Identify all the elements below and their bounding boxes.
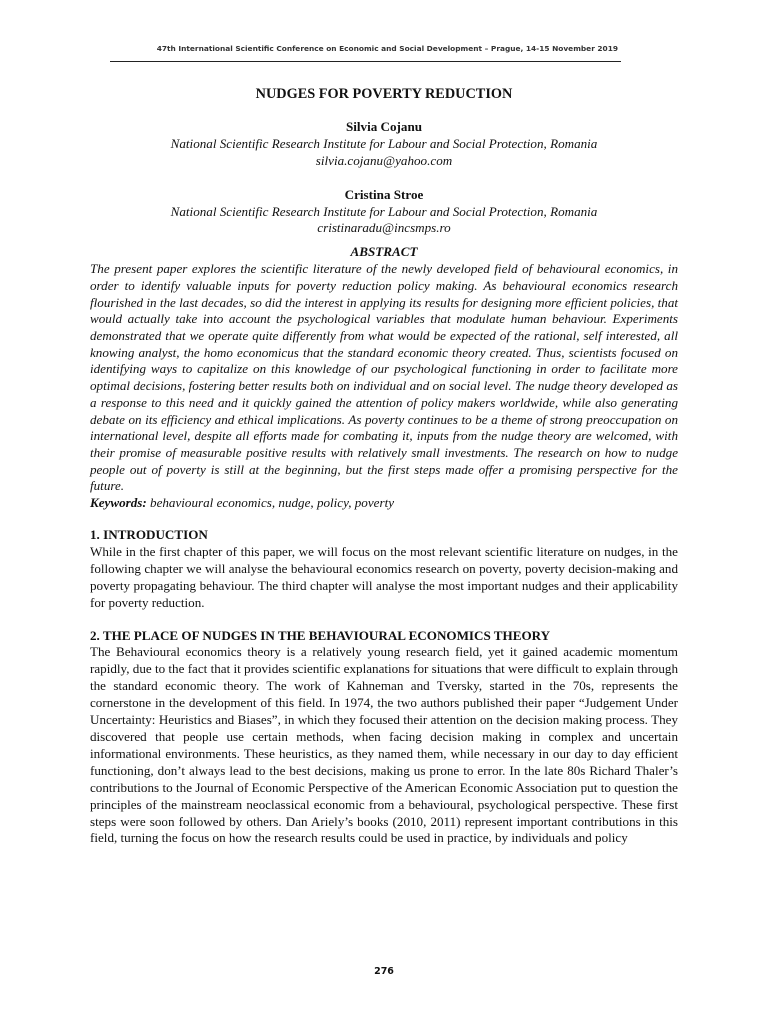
abstract-text: The present paper explores the scientific literature of the newly developed field of behavioural economics, in order to identify valuable inputs for poverty reduction policy making. As behavioural economics research flourished in the last decades, so did the interest in applying its results for designing more efficient policies, that would actually take into account the psychological variables that modulate human behaviour. Experiments demonstrated that we operate quite differently from what would be expected of the rational, self interested, all knowing analyst, the homo economicus that the standard economic theory created. Thus, scientists focused on identifying ways to capitalize on this knowledge of our psychological functioning in order to facilitate more optimal decisions, fostering better results both on individual and on social level. The nudge theory developed as a response to this need and it quickly gained the attention of policy makers worldwide, while also generating debate on its efficiency and ethical implications. As poverty continues to be a theme of strong preoccupation on international level, despite all efforts made for combating it, inputs from the nudge theory are welcomed, with their promise of measurable positive results with relatively small investments. The research on how to nudge people out of poverty is still at the beginning, but the first steps made offer a promising perspective for the future. — [90, 261, 678, 494]
author-name: Cristina Stroe — [344, 186, 424, 202]
author-block-1 — [90, 119, 678, 170]
header-rule — [110, 61, 621, 62]
running-header: 47th International Scientific Conference on Economic and Social Development – Prague, 14-15 November 2019 — [156, 44, 618, 53]
author-email: cristinaradu@incsmps.ro — [317, 220, 451, 236]
keywords-label: Keywords: — [90, 495, 147, 511]
abstract-heading: ABSTRACT — [350, 244, 418, 260]
author-block-2 — [90, 187, 678, 238]
section-heading: 1. INTRODUCTION — [90, 527, 208, 542]
page-content — [90, 86, 678, 847]
section-paragraph: The Behavioural economics theory is a relatively young research field, yet it gained academic momentum rapidly, due to the fact that it provides scientific explanations for situations that were difficult to explain through the standard economic theory. The work of Kahneman and Tversky, started in the 70s, represents the cornerstone in the development of this field. In 1974, the two authors published their paper “Judgement Under Uncertainty: Heuristics and Biases”, in which they focused their attention on the decision making process. They discovered that people use certain methods, when facing decision making in complex and uncertain informational environments. These heuristics, as they named them, while necessary in our day to day efficient functioning, don’t always lead to the best decisions, making us prone to error. In the late 80s Richard Thaler’s contributions to the Journal of Economic Perspective of the American Economic Association put to question the principles of the mainstream neoclassical economic from a behavioural, psychological perspective. These first steps were soon followed by others. Dan Ariely’s books (2010, 2011) represent important contributions in this field, turning the focus on how the research results could be used in practice, by individuals and policy — [90, 644, 678, 846]
keywords-text: behavioural economics, nudge, policy, poverty — [150, 495, 395, 511]
section-paragraph: While in the first chapter of this paper, we will focus on the most relevant scientific literature on nudges, in the following chapter we will analyse the behavioural economics research on poverty, poverty decision-making and poverty propagating behaviour. The third chapter will analyse the most important nudges and their applicability for poverty reduction. — [90, 543, 678, 610]
page-number: 276 — [374, 966, 394, 977]
keywords-line — [90, 495, 678, 512]
author-name: Silvia Cojanu — [345, 118, 423, 134]
paper-title: NUDGES FOR POVERTY REDUCTION — [255, 86, 513, 102]
author-affiliation: National Scientific Research Institute for Labour and Social Protection, Romania — [170, 135, 598, 151]
author-affiliation: National Scientific Research Institute for Labour and Social Protection, Romania — [170, 203, 598, 219]
section-heading: 2. THE PLACE OF NUDGES IN THE BEHAVIOURAL ECONOMICS THEORY — [90, 627, 551, 643]
author-email: silvia.cojanu@yahoo.com — [315, 152, 453, 168]
